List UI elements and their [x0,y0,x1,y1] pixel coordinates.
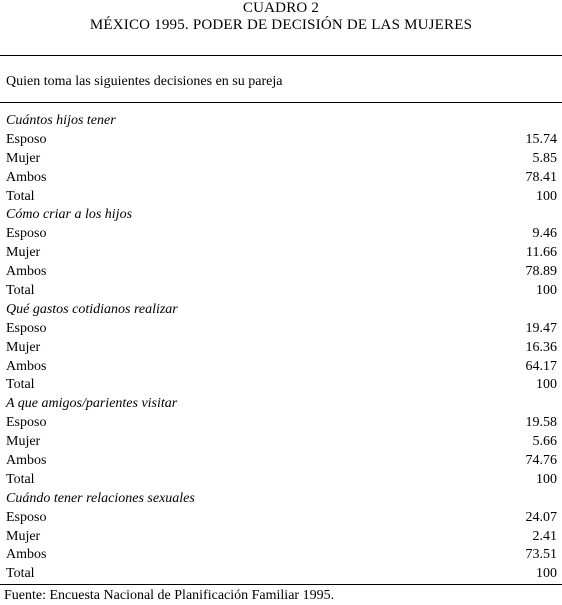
table-row [6,546,557,565]
row-label: Ambos [6,358,47,374]
row-label: Esposo [6,226,47,242]
header-rule [0,102,562,103]
section-heading [6,112,557,131]
row-label: Ambos [6,264,47,280]
table-row [6,282,557,301]
source-note: Fuente: Encuesta Nacional de Planificación Familiar 1995. [4,588,335,603]
section-heading [6,490,557,509]
row-value: 11.66 [526,245,557,261]
row-label: Mujer [6,434,41,450]
table-caption: MÉXICO 1995. PODER DE DECISIÓN DE LAS MUJERES [89,17,473,33]
row-value: 19.58 [525,415,557,431]
table-number: CUADRO 2 [242,0,320,16]
row-value: 64.17 [525,358,557,374]
section-title: Qué gastos cotidianos realizar [6,301,178,317]
column-header: Quien toma las siguientes decisiones en su pareja [6,74,283,89]
section-title: Cuándo tener relaciones sexuales [6,490,195,506]
row-value: 2.41 [532,528,557,544]
bottom-rule [0,584,562,585]
table-row [6,188,557,207]
row-label: Mujer [6,339,41,355]
section-title: A que amigos/parientes visitar [6,396,178,412]
row-value: 100 [536,188,557,204]
row-label: Esposo [6,415,47,431]
table-row [6,565,557,584]
row-value: 78.41 [525,169,557,185]
row-label: Total [6,283,35,299]
table-row [6,150,557,169]
row-label: Mujer [6,528,41,544]
row-value: 5.85 [532,150,557,166]
table-row [6,320,557,339]
row-label: Ambos [6,169,47,185]
table-row [6,263,557,282]
row-label: Esposo [6,509,47,525]
row-label: Total [6,566,35,582]
top-rule [0,55,562,56]
table-row [6,509,557,528]
row-label: Ambos [6,547,47,563]
table-row [6,358,557,377]
table-row [6,376,557,395]
row-label: Esposo [6,131,47,147]
row-value: 100 [536,283,557,299]
table-row [6,471,557,490]
table-row [6,528,557,547]
row-value: 16.36 [525,339,557,355]
row-value: 100 [536,377,557,393]
table-row [6,433,557,452]
row-value: 74.76 [525,453,557,469]
row-label: Total [6,188,35,204]
row-value: 100 [536,471,557,487]
row-value: 9.46 [532,226,557,242]
row-label: Ambos [6,453,47,469]
section-title: Cuántos hijos tener [6,113,116,128]
table-row [6,452,557,471]
row-label: Mujer [6,245,41,261]
row-value: 78.89 [525,264,557,280]
section-title: Cómo criar a los hijos [6,207,133,223]
table-row [6,131,557,150]
row-label: Esposo [6,320,47,336]
row-value: 73.51 [525,547,557,563]
row-label: Total [6,377,35,393]
section-heading [6,206,557,225]
row-label: Total [6,471,35,487]
table-row [6,244,557,263]
section-heading [6,301,557,320]
section-heading [6,395,557,414]
table-title [0,0,562,34]
table-row [6,339,557,358]
row-value: 24.07 [525,509,557,525]
row-label: Mujer [6,150,41,166]
row-value: 5.66 [532,434,557,450]
table-row [6,169,557,188]
table-row [6,225,557,244]
row-value: 100 [536,566,557,582]
row-value: 19.47 [525,320,557,336]
data-table [6,112,557,584]
row-value: 15.74 [525,131,557,147]
table-row [6,414,557,433]
